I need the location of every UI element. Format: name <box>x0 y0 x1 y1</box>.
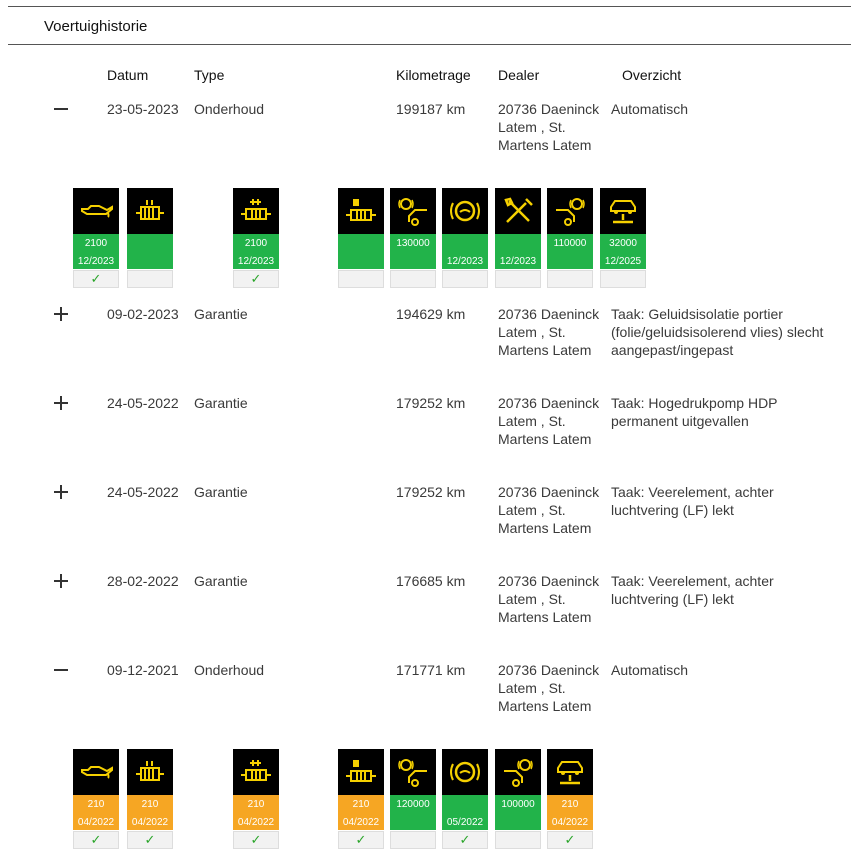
tile-date: 04/2022 <box>237 817 275 828</box>
tile-status <box>390 234 436 269</box>
service-tile <box>600 188 646 290</box>
fuel-filter-icon <box>338 749 384 795</box>
maintenance-tiles <box>0 188 851 290</box>
service-tile <box>495 188 541 290</box>
tile-km: 2100 <box>244 238 268 249</box>
brake-fluid-icon <box>442 188 488 234</box>
expand-toggle[interactable] <box>52 572 70 590</box>
tile-status <box>547 795 593 830</box>
fuel-filter-icon <box>338 188 384 234</box>
tile-date: 04/2022 <box>342 817 380 828</box>
brake-car-front-icon <box>390 749 436 795</box>
tile-date: 04/2022 <box>551 817 589 828</box>
service-tile <box>338 749 384 851</box>
column-header-dealer: Dealer <box>498 67 540 83</box>
collapse-toggle[interactable] <box>52 661 70 679</box>
tile-status <box>338 795 384 830</box>
row-dealer: 20736 Daeninck Latem , St. Martens Latem <box>498 395 600 447</box>
tile-check <box>390 831 436 849</box>
row-type: Onderhoud <box>194 662 265 678</box>
tile-km: 210 <box>561 799 579 810</box>
service-tile <box>233 188 279 290</box>
service-tile <box>547 749 593 851</box>
row-date: 28-02-2022 <box>107 573 179 589</box>
tile-status <box>73 234 119 269</box>
tile-status <box>442 795 488 830</box>
tile-check <box>442 270 488 288</box>
row-km: 194629 km <box>396 306 466 322</box>
tile-km: 100000 <box>501 799 535 810</box>
tile-status <box>495 234 541 269</box>
row-overview: Taak: Hogedrukpomp HDP permanent uitgevallen <box>611 395 778 429</box>
tile-check <box>338 270 384 288</box>
row-dealer: 20736 Daeninck Latem , St. Martens Latem <box>498 101 600 153</box>
tile-date: 12/2023 <box>77 256 115 267</box>
tile-check: ✓ <box>338 831 384 849</box>
tools-icon <box>495 188 541 234</box>
service-tile <box>547 188 593 290</box>
row-km: 171771 km <box>396 662 466 678</box>
tile-date: 12/2023 <box>446 256 484 267</box>
column-header-datum: Datum <box>107 67 149 83</box>
tile-status <box>233 795 279 830</box>
particle-filter-icon <box>233 188 279 234</box>
column-header-type: Type <box>194 67 225 83</box>
tile-km: 210 <box>352 799 370 810</box>
tile-check: ✓ <box>547 831 593 849</box>
brake-fluid-icon <box>442 749 488 795</box>
tile-date: 12/2023 <box>499 256 537 267</box>
tile-check <box>600 270 646 288</box>
row-date: 23-05-2023 <box>107 101 179 117</box>
row-dealer: 20736 Daeninck Latem , St. Martens Latem <box>498 662 600 714</box>
tile-check <box>127 270 173 288</box>
tile-check: ✓ <box>233 831 279 849</box>
tile-status <box>390 795 436 830</box>
tile-km: 2100 <box>84 238 108 249</box>
tile-check <box>495 831 541 849</box>
tile-check <box>547 270 593 288</box>
tile-km: 120000 <box>396 799 430 810</box>
service-tile <box>390 188 436 290</box>
tile-status <box>73 795 119 830</box>
tile-date: 04/2022 <box>131 817 169 828</box>
tile-status <box>338 234 384 269</box>
expand-toggle[interactable] <box>52 483 70 501</box>
title-divider <box>8 44 851 45</box>
row-dealer: 20736 Daeninck Latem , St. Martens Latem <box>498 484 600 536</box>
engine-filter-icon <box>127 188 173 234</box>
row-overview: Automatisch <box>611 101 689 117</box>
tile-status <box>495 795 541 830</box>
tile-check: ✓ <box>127 831 173 849</box>
service-tile <box>127 188 173 290</box>
service-tile <box>390 749 436 851</box>
row-type: Garantie <box>194 573 248 589</box>
service-tile <box>442 188 488 290</box>
particle-filter-icon <box>233 749 279 795</box>
tile-status <box>547 234 593 269</box>
tile-date: 05/2022 <box>446 817 484 828</box>
row-km: 179252 km <box>396 395 466 411</box>
row-type: Garantie <box>194 395 248 411</box>
collapse-toggle[interactable] <box>52 100 70 118</box>
tile-km: 210 <box>87 799 105 810</box>
expand-toggle[interactable] <box>52 305 70 323</box>
service-tile <box>442 749 488 851</box>
row-km: 199187 km <box>396 101 466 117</box>
tile-check: ✓ <box>73 270 119 288</box>
row-date: 24-05-2022 <box>107 395 179 411</box>
page-title: Voertuighistorie <box>44 18 148 35</box>
car-lift-icon <box>547 749 593 795</box>
tile-date: 12/2023 <box>237 256 275 267</box>
tile-check: ✓ <box>73 831 119 849</box>
row-dealer: 20736 Daeninck Latem , St. Martens Latem <box>498 573 600 625</box>
row-overview: Taak: Veerelement, achter luchtvering (LF) lekt <box>611 573 774 607</box>
tile-check <box>390 270 436 288</box>
car-lift-icon <box>600 188 646 234</box>
service-tile <box>338 188 384 290</box>
tile-check: ✓ <box>233 270 279 288</box>
tile-check: ✓ <box>442 831 488 849</box>
tile-km: 210 <box>141 799 159 810</box>
service-tile <box>127 749 173 851</box>
tile-km: 210 <box>247 799 265 810</box>
service-tile <box>233 749 279 851</box>
row-km: 179252 km <box>396 484 466 500</box>
column-header-overzicht: Overzicht <box>622 67 682 83</box>
oil-can-icon <box>73 188 119 234</box>
row-overview: Taak: Geluidsisolatie portier (folie/geluidsisolerend vlies) slecht aangepast/ingepast <box>611 306 824 358</box>
tile-status <box>127 234 173 269</box>
row-overview: Automatisch <box>611 662 689 678</box>
service-tile <box>73 749 119 851</box>
tile-status <box>600 234 646 269</box>
engine-filter-icon <box>127 749 173 795</box>
tile-km: 130000 <box>396 238 430 249</box>
row-dealer: 20736 Daeninck Latem , St. Martens Latem <box>498 306 600 358</box>
brake-car-front-icon <box>390 188 436 234</box>
tile-date: 04/2022 <box>77 817 115 828</box>
service-tile <box>495 749 541 851</box>
tile-check <box>495 270 541 288</box>
row-type: Garantie <box>194 484 248 500</box>
top-divider <box>8 6 851 7</box>
expand-toggle[interactable] <box>52 394 70 412</box>
row-date: 09-02-2023 <box>107 306 179 322</box>
row-km: 176685 km <box>396 573 466 589</box>
tile-status <box>442 234 488 269</box>
tile-date: 12/2025 <box>604 256 642 267</box>
oil-can-icon <box>73 749 119 795</box>
brake-car-rear-icon <box>547 188 593 234</box>
maintenance-tiles <box>0 749 851 851</box>
brake-car-rear-icon <box>495 749 541 795</box>
tile-km: 110000 <box>553 238 587 249</box>
row-date: 09-12-2021 <box>107 662 179 678</box>
tile-status <box>127 795 173 830</box>
service-tile <box>73 188 119 290</box>
row-date: 24-05-2022 <box>107 484 179 500</box>
row-overview: Taak: Veerelement, achter luchtvering (LF) lekt <box>611 484 774 518</box>
row-type: Onderhoud <box>194 101 265 117</box>
tile-status <box>233 234 279 269</box>
column-header-kilometrage: Kilometrage <box>396 67 471 83</box>
row-type: Garantie <box>194 306 248 322</box>
tile-km: 32000 <box>609 238 637 249</box>
